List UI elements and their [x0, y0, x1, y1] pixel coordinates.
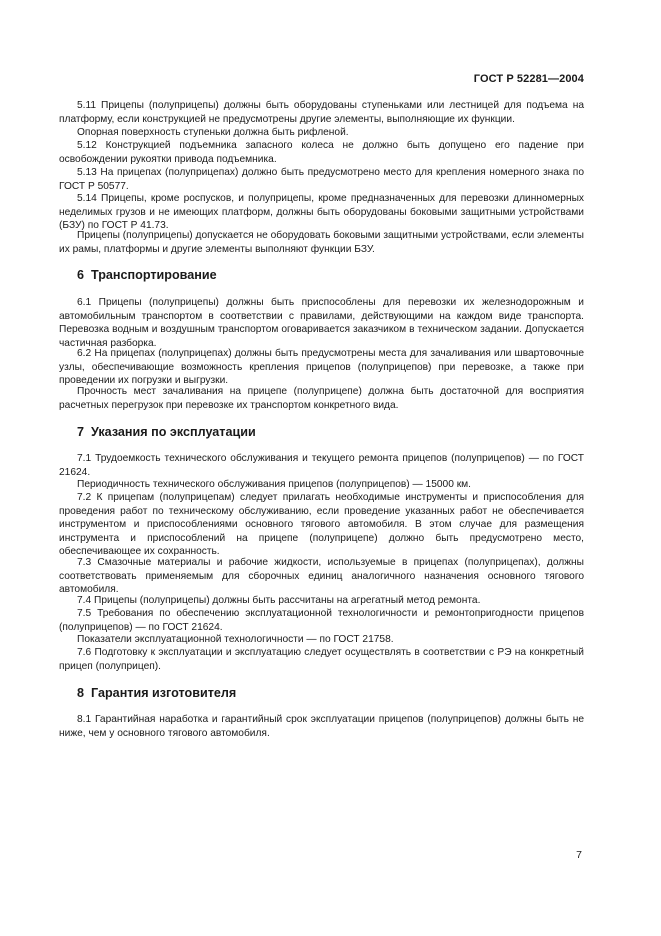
paragraph-5-11: 5.11 Прицепы (полуприцепы) должны быть оборудованы ступеньками или лестницей для подъема на платформу, если конструкцией не предусмотрены другие элементы, выполняющие их функции.: [59, 100, 584, 125]
paragraph-6-2-note: Прочность мест зачаливания на прицепе (полуприцепе) должна быть достаточной для восприятия расчетных перегрузок при перевозке их транспортом конкретного вида.: [59, 386, 584, 411]
paragraph-7-1-note: Периодичность технического обслуживания прицепов (полуприцепов) — 15000 км.: [77, 479, 471, 490]
section-heading-7: [59, 425, 256, 439]
paragraph-6-1: 6.1 Прицепы (полуприцепы) должны быть приспособлены для перевозки их железнодорожным и автомобильным транспортом в соответствии с правилами, действующими на каждом виде транспорта. Перевозка водным и воздушным транспортом оговаривается заказчиком в техническом задании. Допускается частичная разборка.: [59, 297, 584, 349]
paragraph-7-2: 7.2 К прицепам (полуприцепам) следует прилагать необходимые инструменты и приспособления для проведения работ по техническому обслуживанию, если проведение указанных работ не обеспечивается инструментом и приспособлениями основного тягового автомобиля. В этом случае для размещения инструмента и приспособлений на прицепе (полуприцепе) должно быть предусмотрено место, обеспечивающее их сохранность.: [59, 492, 584, 558]
paragraph-7-6: 7.6 Подготовку к эксплуатации и эксплуатацию следует осуществлять в соответствии с РЭ на конкретный прицеп (полуприцеп).: [59, 647, 584, 672]
paragraph-6-2: 6.2 На прицепах (полуприцепах) должны быть предусмотрены места для зачаливания или швартовочные узлы, обеспечивающие возможность крепления прицепов (полуприцепов) при перевозке, а также при проведении их погрузки и выгрузки.: [59, 348, 584, 387]
section-heading-6: [59, 268, 217, 282]
section-number: 8: [77, 686, 85, 700]
section-number: 6: [77, 268, 85, 282]
paragraph-7-5: 7.5 Требования по обеспечению эксплуатационной технологичности и ремонтопригодности прицепов (полуприцепов) — по ГОСТ 21624.: [59, 608, 584, 633]
page-number: 7: [576, 849, 582, 861]
section-title: Указания по эксплуатации: [91, 425, 256, 439]
paragraph-7-5-note: Показатели эксплуатационной технологичности — по ГОСТ 21758.: [77, 634, 394, 645]
document-code: ГОСТ Р 52281—2004: [473, 73, 584, 85]
paragraph-7-1: 7.1 Трудоемкость технического обслуживания и текущего ремонта прицепов (полуприцепов) — по ГОСТ 21624.: [59, 453, 584, 478]
section-heading-8: [59, 686, 236, 700]
paragraph-5-12: 5.12 Конструкцией подъемника запасного колеса не должно быть допущено его падение при освобождении рукоятки привода подъемника.: [59, 140, 584, 165]
paragraph-5-13: 5.13 На прицепах (полуприцепах) должно быть предусмотрено место для крепления номерного знака по ГОСТ Р 50577.: [59, 167, 584, 192]
paragraph-5-14: 5.14 Прицепы, кроме роспусков, и полуприцепы, кроме предназначенных для перевозки длинномерных неделимых грузов и не имеющих платформ, должны быть оборудованы боковыми защитными устройствами (БЗУ) по ГОСТ Р 41.73.: [59, 193, 584, 232]
paragraph-7-4: 7.4 Прицепы (полуприцепы) должны быть рассчитаны на агрегатный метод ремонта.: [77, 595, 481, 606]
section-title: Гарантия изготовителя: [91, 686, 237, 700]
section-title: Транспортирование: [91, 268, 217, 282]
paragraph-5-14-note: Прицепы (полуприцепы) допускается не оборудовать боковыми защитными устройствами, если элементы их рамы, платформы и другие элементы выполняют функции БЗУ.: [59, 230, 584, 255]
paragraph-8-1: 8.1 Гарантийная наработка и гарантийный срок эксплуатации прицепов (полуприцепов) должны быть не ниже, чем у основного тягового автомобиля.: [59, 714, 584, 739]
paragraph-5-11-note: Опорная поверхность ступеньки должна быть рифленой.: [77, 127, 349, 138]
section-number: 7: [77, 425, 85, 439]
paragraph-7-3: 7.3 Смазочные материалы и рабочие жидкости, используемые в прицепах (полуприцепах), должны соответствовать применяемым для сборочных единиц аналогичного назначения основного тягового автомобиля.: [59, 557, 584, 596]
